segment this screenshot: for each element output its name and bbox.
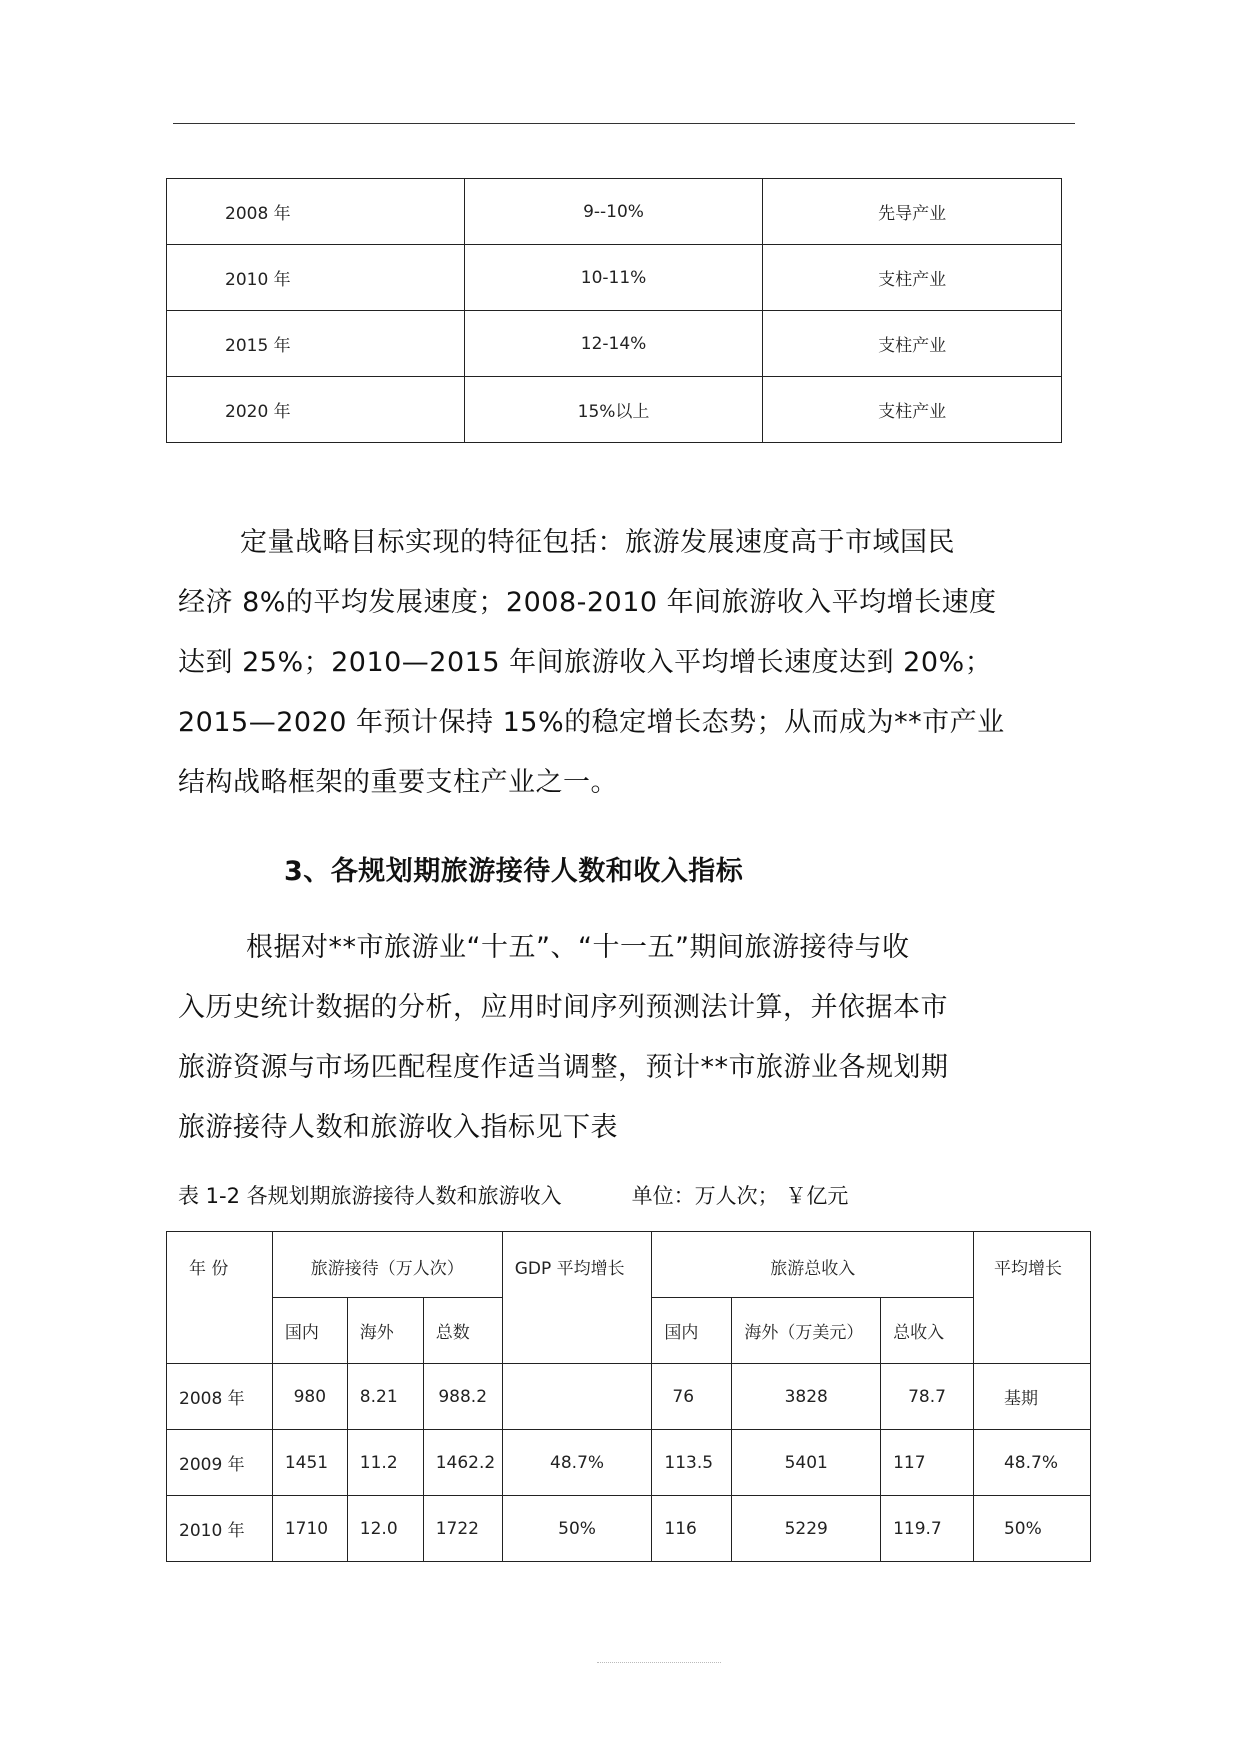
- header-gdp: GDP 平均增长: [502, 1232, 652, 1364]
- table-cell: 12-14%: [464, 311, 763, 377]
- table-cell: 2008 年: [167, 1364, 273, 1430]
- header-avg-growth: 平均增长: [973, 1232, 1090, 1364]
- table-cell: 12.0: [347, 1496, 423, 1562]
- table-header-row: [167, 1232, 1091, 1298]
- table-cell: 980: [272, 1364, 347, 1430]
- table-cell: 10-11%: [464, 245, 763, 311]
- header-rev-domestic: 国内: [652, 1298, 732, 1364]
- table-cell: 50%: [973, 1496, 1090, 1562]
- paragraph-line: 根据对**市旅游业“十五”、“十一五”期间旅游接待与收: [246, 932, 910, 963]
- table-cell: 15%以上: [464, 377, 763, 443]
- table-row: [167, 1430, 1091, 1496]
- forecast-table: [166, 1231, 1091, 1562]
- table-cell: 48.7%: [973, 1430, 1090, 1496]
- footer-divider: [597, 1662, 721, 1663]
- paragraph-line: 达到 25%；2010—2015 年间旅游收入平均增长速度达到 20%；: [178, 647, 993, 678]
- header-total: 总数: [423, 1298, 502, 1364]
- target-table: [166, 178, 1062, 443]
- table-row: [167, 245, 1062, 311]
- paragraph-line: 经济 8%的平均发展速度；2008-2010 年间旅游收入平均增长速度: [178, 587, 997, 618]
- table-cell: 48.7%: [502, 1430, 652, 1496]
- header-rev-overseas: 海外（万美元）: [732, 1298, 881, 1364]
- caption-unit: 单位：万人次； ￥亿元: [631, 1184, 849, 1208]
- table-cell: 113.5: [652, 1430, 732, 1496]
- table-cell: 5401: [732, 1430, 881, 1496]
- table-cell: 116: [652, 1496, 732, 1562]
- table-cell: 11.2: [347, 1430, 423, 1496]
- paragraph-line: 旅游资源与市场匹配程度作适当调整，预计**市旅游业各规划期: [178, 1052, 949, 1083]
- table-row: [167, 1364, 1091, 1430]
- table-cell: 117: [881, 1430, 974, 1496]
- table-cell: 50%: [502, 1496, 652, 1562]
- table-caption: [178, 1180, 848, 1210]
- table-row: [167, 377, 1062, 443]
- table-cell: 1451: [272, 1430, 347, 1496]
- table-cell: [502, 1364, 652, 1430]
- table-cell: 76: [652, 1364, 732, 1430]
- table-cell: 3828: [732, 1364, 881, 1430]
- table-cell: 2020 年: [167, 377, 465, 443]
- header-overseas: 海外: [347, 1298, 423, 1364]
- table-cell: 78.7: [881, 1364, 974, 1430]
- table-row: [167, 179, 1062, 245]
- table-cell: 1710: [272, 1496, 347, 1562]
- paragraph-line: 旅游接待人数和旅游收入指标见下表: [178, 1112, 618, 1143]
- table-cell: 1462.2: [423, 1430, 502, 1496]
- table-cell: 1722: [423, 1496, 502, 1562]
- table-row: [167, 311, 1062, 377]
- body-paragraph-1: [178, 513, 1058, 813]
- header-reception: 旅游接待（万人次）: [272, 1232, 502, 1298]
- body-paragraph-2: [178, 918, 1058, 1158]
- table-cell: 2009 年: [167, 1430, 273, 1496]
- table-row: [167, 1496, 1091, 1562]
- section-heading: 3、各规划期旅游接待人数和收入指标: [284, 856, 744, 887]
- table-cell: 2010 年: [167, 1496, 273, 1562]
- table-cell: 5229: [732, 1496, 881, 1562]
- header-domestic: 国内: [272, 1298, 347, 1364]
- paragraph-line: 2015—2020 年预计保持 15%的稳定增长态势；从而成为**市产业: [178, 707, 1005, 738]
- header-rev-total: 总收入: [881, 1298, 974, 1364]
- caption-title: 表 1-2 各规划期旅游接待人数和旅游收入: [178, 1184, 562, 1208]
- table-cell: 支柱产业: [763, 245, 1062, 311]
- table-cell: 2008 年: [167, 179, 465, 245]
- table-cell: 988.2: [423, 1364, 502, 1430]
- table-cell: 支柱产业: [763, 311, 1062, 377]
- table-cell: 2010 年: [167, 245, 465, 311]
- paragraph-line: 入历史统计数据的分析，应用时间序列预测法计算，并依据本市: [178, 992, 948, 1023]
- header-revenue: 旅游总收入: [652, 1232, 974, 1298]
- table-cell: 9--10%: [464, 179, 763, 245]
- table-cell: 8.21: [347, 1364, 423, 1430]
- table-cell: 2015 年: [167, 311, 465, 377]
- paragraph-line: 定量战略目标实现的特征包括：旅游发展速度高于市域国民: [240, 527, 955, 558]
- table-cell: 119.7: [881, 1496, 974, 1562]
- table-cell: 支柱产业: [763, 377, 1062, 443]
- header-rule: [173, 123, 1075, 124]
- table-cell: 基期: [973, 1364, 1090, 1430]
- paragraph-line: 结构战略框架的重要支柱产业之一。: [178, 767, 618, 798]
- header-year: 年 份: [167, 1232, 273, 1364]
- table-cell: 先导产业: [763, 179, 1062, 245]
